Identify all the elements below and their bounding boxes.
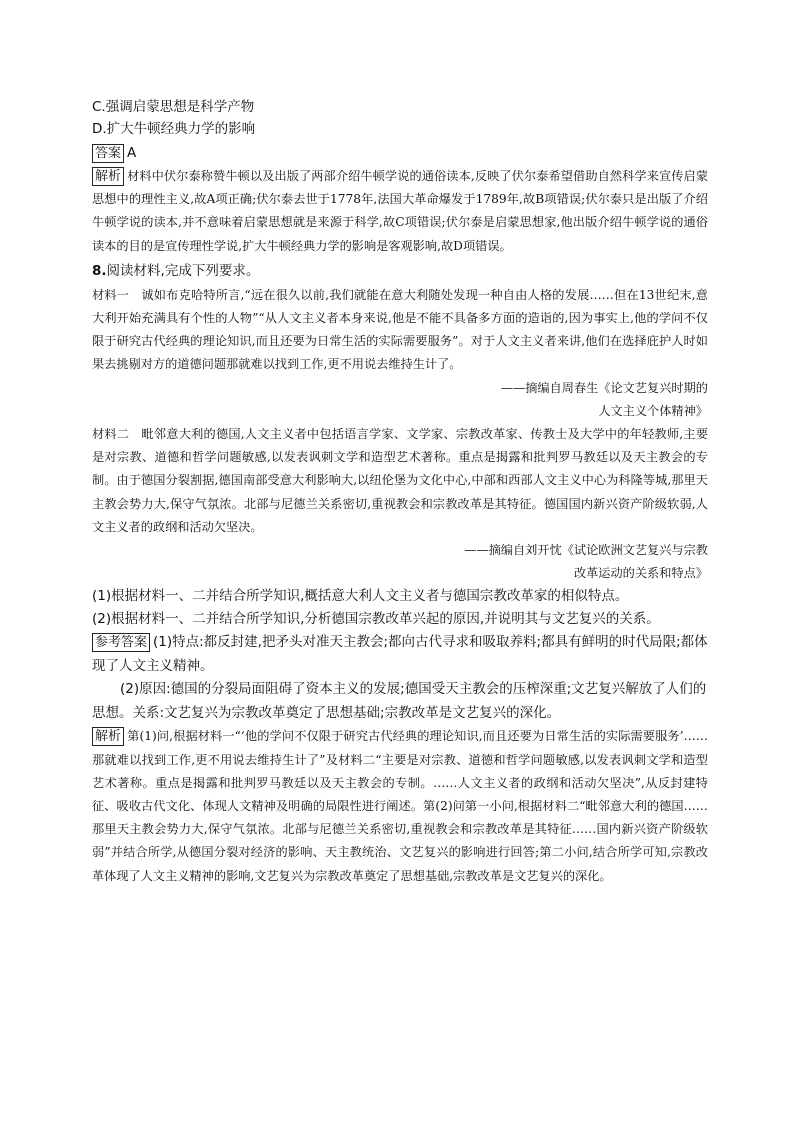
explanation-tag: 解析 <box>92 167 124 186</box>
material-2 <box>92 423 708 539</box>
material-2-text: 毗邻意大利的德国,人文主义者中包括语言学家、文学家、宗教改革家、传教士及大学中的年轻教师,主要是对宗教、道德和哲学问题敏感,以发表讽刺文学和造型艺术著称。重点是揭露和批判罗马教廷以及天主教会的专制。由于德国分裂割据,德国南部受意大利影响大,以纽伦堡为文化中心,中部和西部人文主义中心为科隆等城,那里天主教会势力大,保守气氛浓。北部与尼德兰关系密切,重视教会和宗教改革是其特征。德国国内新兴资产阶级软弱,人文主义者的政纲和活动欠坚决。 <box>92 427 709 534</box>
q7-explanation-text: 材料中伏尔泰称赞牛顿以及出版了两部介绍牛顿学说的通俗读本,反映了伏尔泰希望借助自然科学来宣传启蒙思想中的理性主义,故A项正确;伏尔泰去世于1778年,法国大革命爆发于1789年,故B项错误;伏尔泰只是出版了介绍牛顿学说的读本,并不意味着启蒙思想就是来源于科学,故C项错误;伏尔泰是启蒙思想家,他出版介绍牛顿学说的通俗读本的目的是宣传理性学说,扩大牛顿经典力学的影响是客观影响,故D项错误。 <box>92 169 708 253</box>
q8-explanation-tag: 解析 <box>92 727 124 746</box>
question-8-title <box>92 260 708 282</box>
option-c: C.强调启蒙思想是科学产物 <box>92 99 255 115</box>
material-1-source-1: ——摘编自周春生《论文艺复兴时期的 <box>500 380 708 395</box>
material-2-source-1: ——摘编自刘开忱《试论欧洲文艺复兴与宗教 <box>464 543 708 558</box>
material-1-text: 诚如布克哈特所言,“远在很久以前,我们就能在意大利随处发现一种自由人格的发展……但在13世纪末,意大利开始充满具有个性的人物”“从人文主义者本身来说,他是不能不具备多方面的造诣的,因为事实上,他的学问不仅限于研究古代经典的理论知识,而且还要为日常生活的实际需要服务”。对于人文主义者来讲,他们在选择庇护人时如果去挑剔对方的道德问题那就难以找到工作,更不用说去维持生计了。 <box>92 287 708 372</box>
reference-answer-1-text: (1)特点:都反封建,把矛头对准天主教会;都向古代寻求和吸取养料;都具有鲜明的时代局限;都体现了人文主义精神。 <box>92 634 708 674</box>
material-1 <box>92 284 708 377</box>
material-1-label: 材料一 <box>92 287 130 302</box>
sub-question-2: (2)根据材料一、二并结合所学知识,分析德国宗教改革兴起的原因,并说明其与文艺复兴的关系。 <box>92 611 660 628</box>
answer-value: A <box>127 145 137 161</box>
question-number: 8. <box>92 262 107 279</box>
q7-explanation <box>92 165 708 258</box>
material-2-source-2: 改革运动的关系和特点》 <box>573 566 708 581</box>
document-body <box>92 96 708 888</box>
option-d: D.扩大牛顿经典力学的影响 <box>92 121 256 137</box>
material-1-source-2: 人文主义个体精神》 <box>598 403 708 418</box>
reference-answer-tag: 参考答案 <box>92 633 150 652</box>
reference-answer-1 <box>92 631 708 678</box>
q8-explanation <box>92 725 708 887</box>
answer-line <box>92 142 708 164</box>
sub-question-1: (1)根据材料一、二并结合所学知识,概括意大利人文主义者与德国宗教改革家的相似特点。 <box>92 588 629 605</box>
answer-tag: 答案 <box>92 144 124 163</box>
question-title-text: 阅读材料,完成下列要求。 <box>106 262 260 279</box>
material-2-label: 材料二 <box>92 427 130 442</box>
q8-explanation-text: 第(1)问,根据材料一“‘他的学问不仅限于研究古代经典的理论知识,而且还要为日常生活的实际需要服务’……那就难以找到工作,更不用说去维持生计了”及材料二“主要是对宗教、道德和哲学问题敏感,以发表讽刺文学和造型艺术著称。重点是揭露和批判罗马教廷以及天主教会的专制。……人文主义者的政纲和活动欠坚决”,从反封建特征、吸收古代文化、体现人文精神及明确的局限性进行阐述。第(2)问第一小问,根据材料二“毗邻意大利的德国……那里天主教会势力大,保守气氛浓。北部与尼德兰关系密切,重视教会和宗教改革是其特征……国内新兴资产阶级软弱”并结合所学,从德国分裂对经济的影响、天主教统治、文艺复兴的影响进行回答;第二小问,结合所学可知,宗教改革体现了人文主义精神的影响,文艺复兴为宗教改革奠定了思想基础,宗教改革是文艺复兴的深化。 <box>92 729 708 883</box>
reference-answer-2: (2)原因:德国的分裂局面阻碍了资本主义的发展;德国受天主教会的压榨深重;文艺复兴解放了人们的思想。关系:文艺复兴为宗教改革奠定了思想基础;宗教改革是文艺复兴的深化。 <box>92 681 707 721</box>
